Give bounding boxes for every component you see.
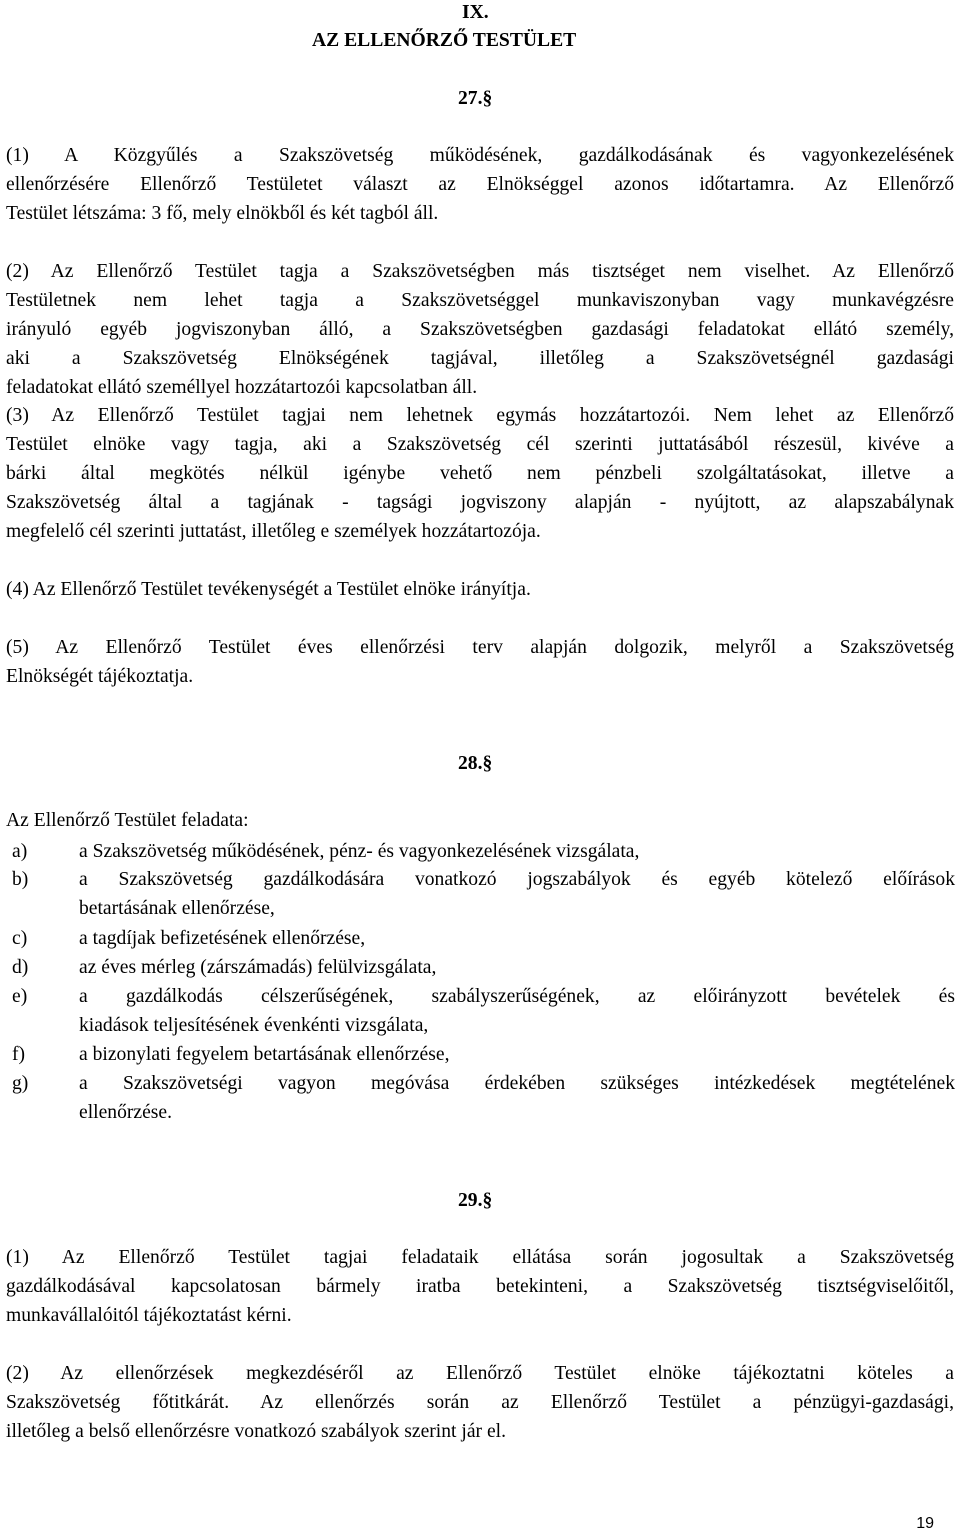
list-intro: Az Ellenőrző Testület feladata:	[6, 810, 249, 831]
list-item-text: kiadások teljesítésének évenkénti vizsgálata,	[79, 1015, 429, 1036]
list-item-text: betartásának ellenőrzése,	[79, 898, 275, 919]
paragraph-line: Elnökségét tájékoztatja.	[6, 666, 194, 687]
list-item-text: a tagdíjak befizetésének ellenőrzése,	[79, 928, 366, 949]
paragraph-line: Testület elnöke vagy tagja, aki a Szakszövetség cél szerinti juttatásából részesül, kivéve a	[6, 434, 954, 455]
paragraph-line: (1) A Közgyűlés a Szakszövetség működésének, gazdálkodásának és vagyonkezelésének	[6, 145, 954, 166]
list-item-label: e)	[12, 986, 28, 1007]
paragraph-line: illetőleg a belső ellenőrzésre vonatkozó szabályok szerint jár el.	[6, 1421, 506, 1442]
paragraph-line: Szakszövetség által a tagjának - tagsági jogviszony alapján - nyújtott, az alapszabálynak	[6, 492, 954, 513]
paragraph-line: Szakszövetség főtitkárát. Az ellenőrzés során az Ellenőrző Testület a pénzügyi-gazdasági,	[6, 1392, 954, 1413]
paragraph-line: munkavállalóitól tájékoztatást kérni.	[6, 1305, 292, 1326]
list-item-text: a Szakszövetség működésének, pénz- és vagyonkezelésének vizsgálata,	[79, 841, 640, 862]
list-item-label: a)	[12, 841, 28, 862]
paragraph-line: (4) Az Ellenőrző Testület tevékenységét a Testület elnöke irányítja.	[6, 579, 531, 600]
paragraph-line: (2) Az ellenőrzések megkezdéséről az Ellenőrző Testület elnöke tájékoztatni köteles a	[6, 1363, 954, 1384]
list-item-label: g)	[12, 1073, 29, 1094]
section-heading-27: 27.§	[458, 88, 493, 109]
paragraph-line: ellenőrzésére Ellenőrző Testületet választ az Elnökséggel azonos időtartamra. Az Ellenőrző	[6, 174, 954, 195]
list-item-text: a Szakszövetségi vagyon megóvása érdekében szükséges intézkedések megtételének	[79, 1073, 955, 1094]
list-item-label: d)	[12, 957, 29, 978]
paragraph-line: bárki által megkötés nélkül igénybe vehető nem pénzbeli szolgáltatásokat, illetve a	[6, 463, 954, 484]
list-item-text: a bizonylati fegyelem betartásának ellenőrzése,	[79, 1044, 450, 1065]
paragraph-line: (3) Az Ellenőrző Testület tagjai nem lehetnek egymás hozzátartozói. Nem lehet az Ellenőrző	[6, 405, 954, 426]
list-item-text: a Szakszövetség gazdálkodására vonatkozó jogszabályok és egyéb kötelező előírások	[79, 869, 955, 890]
list-item-text: ellenőrzése.	[79, 1102, 173, 1123]
section-heading-28: 28.§	[458, 753, 493, 774]
list-item-label: f)	[12, 1044, 26, 1065]
section-heading-29: 29.§	[458, 1190, 493, 1211]
paragraph-line: Testületnek nem lehet tagja a Szakszövetséggel munkaviszonyban vagy munkavégzésre	[6, 290, 954, 311]
paragraph-line: (2) Az Ellenőrző Testület tagja a Szakszövetségben más tisztséget nem viselhet. Az Ellenőrző	[6, 261, 954, 282]
chapter-title: AZ ELLENŐRZŐ TESTÜLET	[312, 30, 577, 51]
list-item-label: c)	[12, 928, 28, 949]
paragraph-line: aki a Szakszövetség Elnökségének tagjával, illetőleg a Szakszövetségnél gazdasági	[6, 348, 954, 369]
list-item-text: a gazdálkodás célszerűségének, szabályszerűségének, az előirányzott bevételek és	[79, 986, 955, 1007]
paragraph-line: gazdálkodásával kapcsolatosan bármely iratba betekinteni, a Szakszövetség tisztségviselőitől,	[6, 1276, 954, 1297]
paragraph-line: irányuló egyéb jogviszonyban álló, a Szakszövetségben gazdasági feladatokat ellátó személy,	[6, 319, 954, 340]
chapter-number: IX.	[462, 2, 489, 23]
paragraph-line: feladatokat ellátó személlyel hozzátartozói kapcsolatban áll.	[6, 377, 478, 398]
list-item-text: az éves mérleg (zárszámadás) felülvizsgálata,	[79, 957, 437, 978]
list-item-label: b)	[12, 869, 29, 890]
paragraph-line: (1) Az Ellenőrző Testület tagjai feladataik ellátása során jogosultak a Szakszövetség	[6, 1247, 954, 1268]
paragraph-line: megfelelő cél szerinti juttatást, illetőleg e személyek hozzátartozója.	[6, 521, 541, 542]
page-number: 19	[916, 1515, 934, 1532]
paragraph-line: Testület létszáma: 3 fő, mely elnökből és két tagból áll.	[6, 203, 439, 224]
paragraph-line: (5) Az Ellenőrző Testület éves ellenőrzési terv alapján dolgozik, melyről a Szakszövetség	[6, 637, 954, 658]
